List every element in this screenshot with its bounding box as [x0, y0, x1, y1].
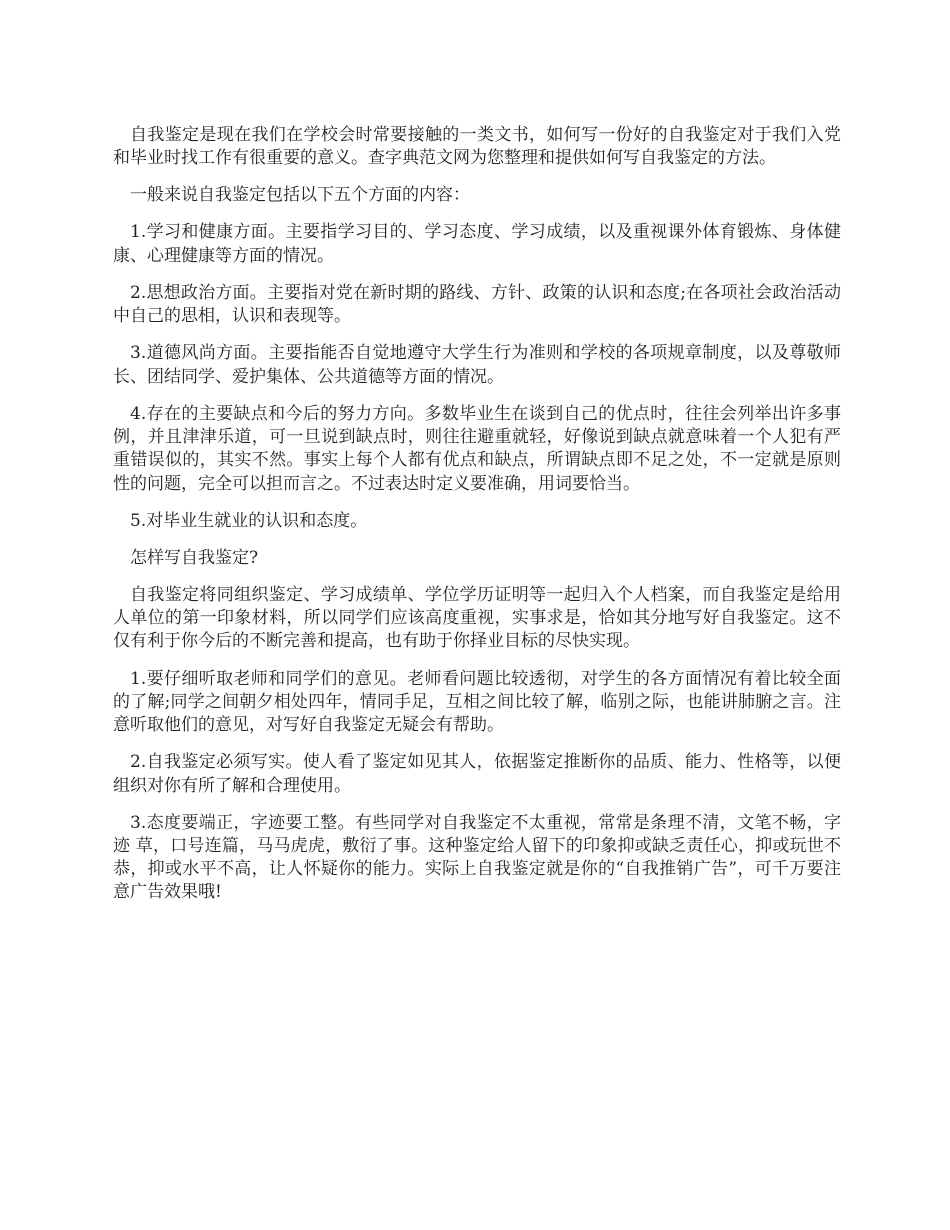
intro-paragraph: 自我鉴定是现在我们在学校会时常要接触的一类文书，如何写一份好的自我鉴定对于我们入党和毕业时找工作有很重要的意义。查字典范文网为您整理和提供如何写自我鉴定的方法。: [113, 125, 841, 169]
tip-attitude-paragraph: 3.态度要端正，字迹要工整。有些同学对自我鉴定不太重视，常常是条理不清，文笔不畅，字迹 草，口号连篇，马马虎虎，敷衍了事。这种鉴定给人留下的印象抑或缺乏责任心，抑或玩世不恭，抑或水平不高，让人怀疑你的能力。实际上自我鉴定就是你的“自我推销广告”，可千万要注意广告效果哦!: [113, 812, 841, 903]
tip-listen-paragraph: 1.要仔细听取老师和同学们的意见。老师看问题比较透彻，对学生的各方面情况有着比较全面的了解;同学之间朝夕相处四年，情同手足，互相之间比较了解，临别之际，也能讲肺腑之言。注意听取他们的意见，对写好自我鉴定无疑会有帮助。: [113, 668, 841, 736]
aspect-employment-paragraph: 5.对毕业生就业的认识和态度。: [130, 510, 368, 531]
how-to-heading-paragraph: 怎样写自我鉴定?: [130, 547, 259, 568]
aspect-morality-paragraph: 3.道德风尚方面。主要指能否自觉地遵守大学生行为准则和学校的各项规章制度，以及尊敬师长、团结同学、爱护集体、公共道德等方面的情况。: [113, 343, 841, 387]
archive-paragraph: 自我鉴定将同组织鉴定、学习成绩单、学位学历证明等一起归入个人档案，而自我鉴定是给用人单位的第一印象材料，所以同学们应该高度重视，实事求是，恰如其分地写好自我鉴定。这不仅有利于你今后的不断完善和提高，也有助于你择业目标的尽快实现。: [113, 584, 841, 652]
tip-truthful-paragraph: 2.自我鉴定必须写实。使人看了鉴定如见其人，依据鉴定推断你的品质、能力、性格等，以便组织对你有所了解和合理使用。: [113, 752, 841, 796]
overview-paragraph: 一般来说自我鉴定包括以下五个方面的内容：: [130, 185, 470, 206]
aspect-study-health-paragraph: 1.学习和健康方面。主要指学习目的、学习态度、学习成绩，以及重视课外体育锻炼、身体健康、心理健康等方面的情况。: [113, 222, 841, 266]
aspect-shortcomings-paragraph: 4.存在的主要缺点和今后的努力方向。多数毕业生在谈到自己的优点时，往往会列举出许多事例，并且津津乐道，可一旦说到缺点时，则往往避重就轻，好像说到缺点就意味着一个人犯有严重错误似的，其实不然。事实上每个人都有优点和缺点，所谓缺点即不足之处，不一定就是原则性的问题，完全可以担而言之。不过表达时定义要准确，用词要恰当。: [113, 403, 841, 494]
document-body: [113, 124, 841, 919]
aspect-politics-paragraph: 2.思想政治方面。主要指对党在新时期的路线、方针、政策的认识和态度;在各项社会政治活动中自己的思相，认识和表现等。: [113, 282, 841, 327]
